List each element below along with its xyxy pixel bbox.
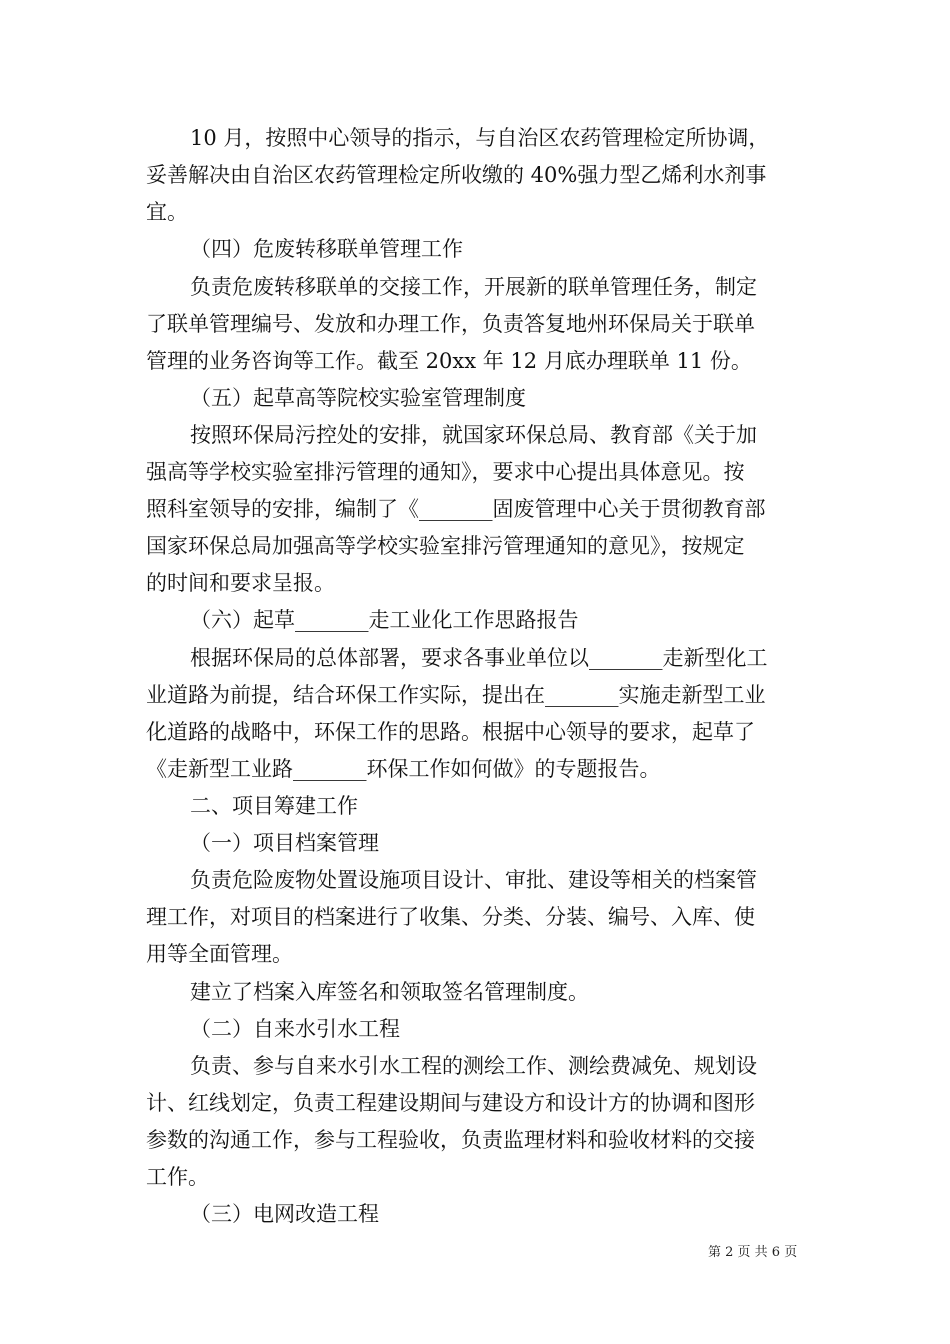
- text-line: 参数的沟通工作，参与工程验收，负责监理材料和验收材料的交接: [146, 1128, 755, 1152]
- text-line: 照科室领导的安排，编制了《_______固废管理中心关于贯彻教育部: [146, 497, 766, 521]
- section-heading: （五）起草高等院校实验室管理制度: [190, 386, 526, 410]
- text-line: 理工作，对项目的档案进行了收集、分类、分装、编号、入库、使: [146, 905, 755, 929]
- page-number-footer: 第 2 页 共 6 页: [708, 1245, 798, 1260]
- text-line: 工作。: [146, 1165, 209, 1189]
- section-heading: （六）起草_______走工业化工作思路报告: [190, 608, 579, 632]
- text-line: 管理的业务咨询等工作。截至 20xx 年 12 月底办理联单 11 份。: [146, 349, 752, 373]
- text-line: 业道路为前提，结合环保工作实际，提出在_______实施走新型工业: [146, 683, 766, 707]
- text-line: 计、红线划定，负责工程建设期间与建设方和设计方的协调和图形: [146, 1091, 755, 1115]
- section-heading: （一）项目档案管理: [190, 831, 379, 855]
- text-line: 根据环保局的总体部署，要求各事业单位以_______走新型化工: [190, 646, 768, 670]
- text-line: 宜。: [146, 200, 188, 224]
- section-heading: （三）电网改造工程: [190, 1202, 379, 1226]
- text-line: 妥善解决由自治区农药管理检定所收缴的 40%强力型乙烯利水剂事: [146, 163, 767, 187]
- text-line: 建立了档案入库签名和领取签名管理制度。: [190, 980, 589, 1004]
- text-line: 的时间和要求呈报。: [146, 571, 335, 595]
- text-line: 强高等学校实验室排污管理的通知》，要求中心提出具体意见。按: [146, 460, 745, 484]
- section-heading: 二、项目筹建工作: [190, 794, 358, 818]
- section-heading: （四）危废转移联单管理工作: [190, 237, 463, 261]
- text-line: 负责、参与自来水引水工程的测绘工作、测绘费减免、规划设: [190, 1054, 757, 1078]
- text-line: 国家环保总局加强高等学校实验室排污管理通知的意见》，按规定: [146, 534, 745, 558]
- text-line: 《走新型工业路_______环保工作如何做》的专题报告。: [146, 757, 661, 781]
- section-heading: （二）自来水引水工程: [190, 1017, 400, 1041]
- text-line: 按照环保局污控处的安排，就国家环保总局、教育部《关于加: [190, 423, 757, 447]
- text-line: 负责危废转移联单的交接工作，开展新的联单管理任务，制定: [190, 275, 757, 299]
- text-line: 化道路的战略中，环保工作的思路。根据中心领导的要求，起草了: [146, 720, 755, 744]
- text-line: 了联单管理编号、发放和办理工作，负责答复地州环保局关于联单: [146, 312, 755, 336]
- text-line: 用等全面管理。: [146, 942, 293, 966]
- text-line: 负责危险废物处置设施项目设计、审批、建设等相关的档案管: [190, 868, 757, 892]
- text-line: 10 月，按照中心领导的指示，与自治区农药管理检定所协调，: [190, 126, 770, 150]
